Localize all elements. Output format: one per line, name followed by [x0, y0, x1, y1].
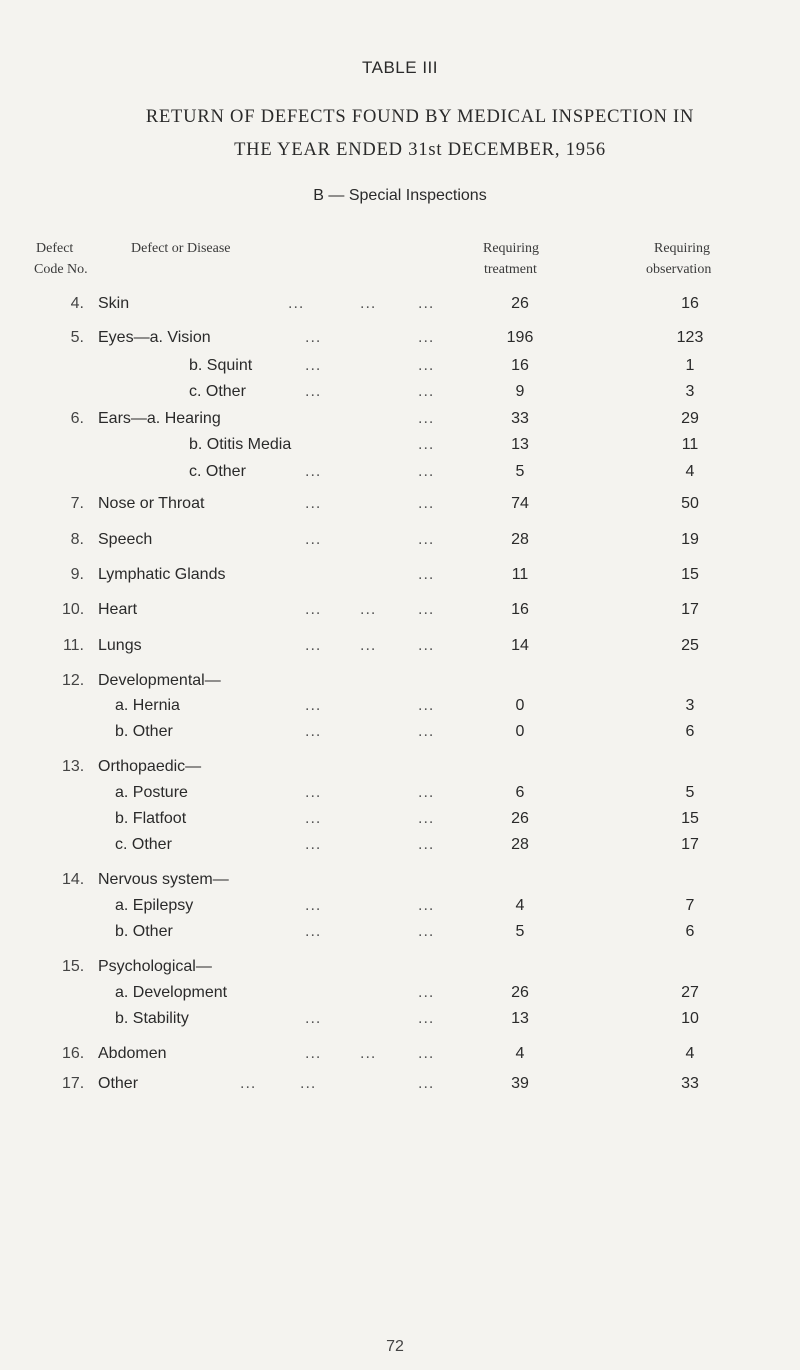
requiring-treatment-value: 13 [511, 436, 529, 453]
leader-dots: ... [418, 495, 435, 512]
defect-label: Lungs [98, 637, 142, 654]
requiring-observation-value: 29 [681, 410, 699, 427]
header-requiring-observation-2: observation [646, 262, 712, 277]
leader-dots: ... [418, 897, 435, 914]
defect-label: Orthopaedic— [98, 758, 202, 775]
defect-label: Developmental— [98, 672, 221, 689]
defect-code: 9. [70, 566, 84, 583]
table-row [0, 723, 800, 747]
defect-code: 10. [62, 601, 85, 618]
leader-dots: ... [305, 723, 322, 740]
defect-label: Psychological— [98, 958, 212, 975]
page-number: 72 [386, 1338, 404, 1355]
defect-label: b. Other [115, 723, 173, 740]
requiring-treatment-value: 6 [515, 784, 525, 801]
defect-label: Speech [98, 531, 153, 548]
leader-dots: ... [418, 383, 435, 400]
header-requiring-observation-1: Requiring [654, 241, 710, 256]
leader-dots: ... [418, 601, 435, 618]
defect-label: c. Other [115, 836, 172, 853]
requiring-treatment-value: 26 [511, 810, 529, 827]
requiring-observation-value: 50 [681, 495, 699, 512]
leader-dots: ... [418, 329, 435, 346]
table-row [0, 1075, 800, 1099]
table-row [0, 784, 800, 808]
requiring-observation-value: 19 [681, 531, 699, 548]
table-row [0, 672, 800, 696]
requiring-treatment-value: 0 [515, 723, 525, 740]
requiring-observation-value: 4 [685, 1045, 695, 1062]
defect-code: 12. [62, 672, 85, 689]
table-row [0, 958, 800, 982]
requiring-treatment-value: 5 [515, 923, 525, 940]
table-row [0, 463, 800, 487]
defect-label: Lymphatic Glands [98, 566, 226, 583]
leader-dots: ... [418, 984, 435, 1001]
table-row [0, 410, 800, 434]
requiring-observation-value: 27 [681, 984, 699, 1001]
table-row [0, 923, 800, 947]
leader-dots: ... [418, 436, 435, 453]
table-row [0, 295, 800, 319]
leader-dots: ... [418, 566, 435, 583]
requiring-observation-value: 15 [681, 566, 699, 583]
defect-label: c. Other [189, 463, 246, 480]
leader-dots: ... [305, 531, 322, 548]
table-row [0, 637, 800, 661]
requiring-observation-value: 123 [676, 329, 704, 346]
requiring-observation-value: 6 [685, 923, 695, 940]
defect-code: 5. [70, 329, 84, 346]
table-row [0, 758, 800, 782]
leader-dots: ... [418, 723, 435, 740]
table-row [0, 1045, 800, 1069]
leader-dots: ... [305, 329, 322, 346]
leader-dots: ... [418, 923, 435, 940]
leader-dots: ... [305, 897, 322, 914]
requiring-treatment-value: 74 [511, 495, 529, 512]
leader-dots: ... [360, 637, 377, 654]
defect-label: b. Flatfoot [115, 810, 187, 827]
requiring-treatment-value: 39 [511, 1075, 529, 1092]
section-subtitle: B — Special Inspections [313, 187, 487, 204]
table-row [0, 495, 800, 519]
requiring-treatment-value: 0 [515, 697, 525, 714]
defect-label: Skin [98, 295, 130, 312]
leader-dots: ... [360, 601, 377, 618]
defect-code: 4. [70, 295, 84, 312]
leader-dots: ... [300, 1075, 317, 1092]
leader-dots: ... [305, 637, 322, 654]
requiring-observation-value: 17 [681, 601, 699, 618]
defect-label: b. Other [115, 923, 173, 940]
table-row [0, 383, 800, 407]
defect-code: 7. [70, 495, 84, 512]
requiring-treatment-value: 16 [511, 357, 529, 374]
leader-dots: ... [418, 697, 435, 714]
leader-dots: ... [418, 1045, 435, 1062]
requiring-treatment-value: 14 [511, 637, 529, 654]
leader-dots: ... [418, 531, 435, 548]
report-heading-line-2: THE YEAR ENDED 31st DECEMBER, 1956 [234, 140, 606, 160]
requiring-treatment-value: 13 [511, 1010, 529, 1027]
leader-dots: ... [305, 383, 322, 400]
leader-dots: ... [288, 295, 305, 312]
defect-code: 17. [62, 1075, 85, 1092]
table-row [0, 357, 800, 381]
table-row [0, 810, 800, 834]
leader-dots: ... [418, 463, 435, 480]
requiring-observation-value: 33 [681, 1075, 699, 1092]
requiring-treatment-value: 26 [511, 295, 529, 312]
leader-dots: ... [418, 836, 435, 853]
requiring-observation-value: 4 [685, 463, 695, 480]
table-row [0, 566, 800, 590]
requiring-treatment-value: 196 [506, 329, 534, 346]
table-row [0, 531, 800, 555]
requiring-observation-value: 7 [685, 897, 695, 914]
defect-label: Eyes—a. Vision [98, 329, 211, 346]
table-row [0, 601, 800, 625]
header-defect-code-2: Code No. [34, 262, 88, 277]
table-title: TABLE III [362, 58, 438, 77]
defect-label: b. Otitis Media [189, 436, 292, 453]
leader-dots: ... [418, 1075, 435, 1092]
table-row [0, 1010, 800, 1034]
leader-dots: ... [305, 1045, 322, 1062]
defect-label: a. Hernia [115, 697, 180, 714]
defect-label: b. Squint [189, 357, 253, 374]
requiring-treatment-value: 4 [515, 1045, 525, 1062]
requiring-observation-value: 10 [681, 1010, 699, 1027]
defect-code: 15. [62, 958, 85, 975]
table-row [0, 897, 800, 921]
leader-dots: ... [305, 601, 322, 618]
leader-dots: ... [418, 1010, 435, 1027]
requiring-treatment-value: 5 [515, 463, 525, 480]
leader-dots: ... [305, 923, 322, 940]
defect-label: a. Epilepsy [115, 897, 194, 914]
leader-dots: ... [418, 810, 435, 827]
defect-label: b. Stability [115, 1010, 189, 1027]
header-requiring-treatment-2: treatment [484, 262, 537, 277]
leader-dots: ... [305, 1010, 322, 1027]
report-heading-line-1: RETURN OF DEFECTS FOUND BY MEDICAL INSPECTION IN [145, 107, 695, 127]
defect-code: 16. [62, 1045, 85, 1062]
defect-label: Ears—a. Hearing [98, 410, 221, 427]
table-row [0, 984, 800, 1008]
defect-code: 13. [62, 758, 85, 775]
leader-dots: ... [418, 637, 435, 654]
header-requiring-treatment-1: Requiring [483, 241, 539, 256]
requiring-treatment-value: 28 [511, 531, 529, 548]
requiring-treatment-value: 33 [511, 410, 529, 427]
defect-label: a. Posture [115, 784, 188, 801]
defect-label: c. Other [189, 383, 246, 400]
defect-code: 8. [70, 531, 84, 548]
defect-label: Heart [98, 601, 138, 618]
defect-label: Abdomen [98, 1045, 167, 1062]
leader-dots: ... [418, 410, 435, 427]
table-row [0, 871, 800, 895]
defect-label: Nervous system— [98, 871, 229, 888]
table-row [0, 836, 800, 860]
requiring-treatment-value: 26 [511, 984, 529, 1001]
table-row [0, 436, 800, 460]
requiring-observation-value: 1 [685, 357, 695, 374]
requiring-observation-value: 17 [681, 836, 699, 853]
requiring-treatment-value: 9 [515, 383, 525, 400]
requiring-treatment-value: 28 [511, 836, 529, 853]
table-row [0, 697, 800, 721]
leader-dots: ... [305, 810, 322, 827]
leader-dots: ... [418, 357, 435, 374]
requiring-treatment-value: 11 [511, 566, 529, 583]
defect-label: a. Development [115, 984, 228, 1001]
defect-label: Other [98, 1075, 139, 1092]
defect-code: 6. [70, 410, 84, 427]
leader-dots: ... [418, 784, 435, 801]
leader-dots: ... [360, 1045, 377, 1062]
requiring-observation-value: 3 [685, 383, 695, 400]
requiring-observation-value: 6 [685, 723, 695, 740]
requiring-observation-value: 15 [681, 810, 699, 827]
requiring-treatment-value: 16 [511, 601, 529, 618]
leader-dots: ... [305, 463, 322, 480]
table-row [0, 329, 800, 353]
requiring-observation-value: 5 [685, 784, 695, 801]
requiring-observation-value: 16 [681, 295, 699, 312]
leader-dots: ... [305, 495, 322, 512]
header-defect-code-1: Defect [36, 241, 74, 256]
leader-dots: ... [305, 357, 322, 374]
requiring-observation-value: 25 [681, 637, 699, 654]
requiring-observation-value: 3 [685, 697, 695, 714]
leader-dots: ... [305, 784, 322, 801]
leader-dots: ... [240, 1075, 257, 1092]
defect-code: 14. [62, 871, 85, 888]
requiring-observation-value: 11 [681, 436, 699, 453]
leader-dots: ... [305, 697, 322, 714]
leader-dots: ... [360, 295, 377, 312]
requiring-treatment-value: 4 [515, 897, 525, 914]
defect-label: Nose or Throat [98, 495, 205, 512]
header-defect-or-disease: Defect or Disease [131, 241, 231, 256]
defect-code: 11. [62, 637, 84, 654]
leader-dots: ... [418, 295, 435, 312]
leader-dots: ... [305, 836, 322, 853]
